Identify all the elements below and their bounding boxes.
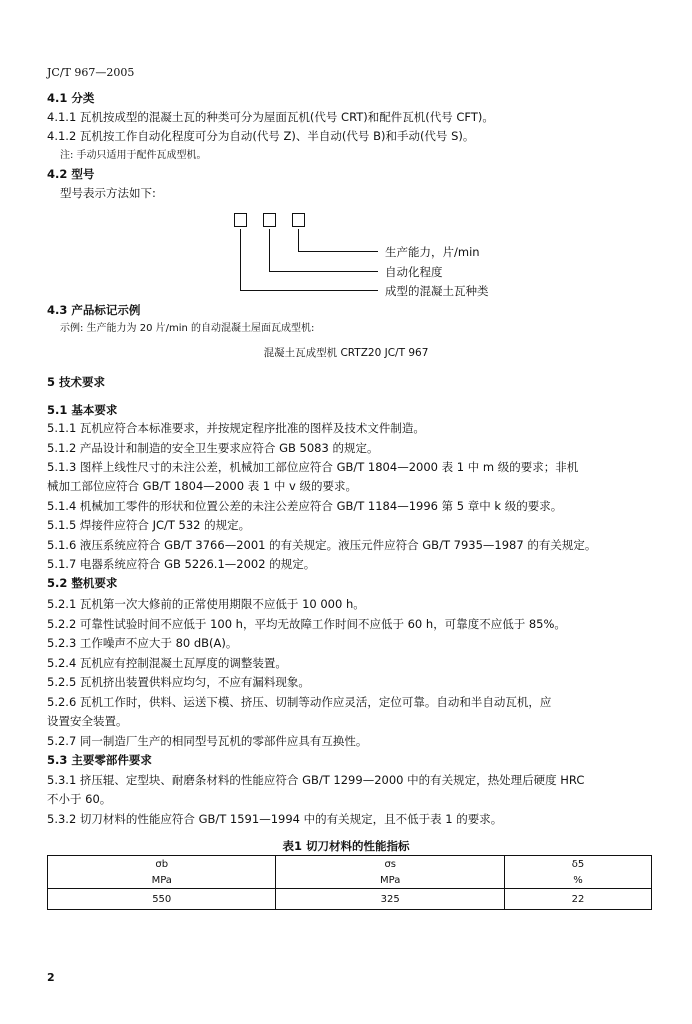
table-row <box>48 872 652 889</box>
text-line: 5.1.5 焊接件应符合 JC/T 532 的规定。 <box>47 518 251 532</box>
code-box-automation <box>263 213 276 227</box>
text-line: 5.1.3 图样上线性尺寸的未注公差，机械加工部位应符合 GB/T 1804—2000 表 1 中 m 级的要求；非机 <box>47 460 579 474</box>
document-code: JC/T 967—2005 <box>47 66 135 79</box>
text-line: 5.2.5 瓦机挤出装置供料应均匀，不应有漏料现象。 <box>47 675 310 689</box>
section-heading: 5.2 整机要求 <box>47 576 118 590</box>
label-tile-type: 成型的混凝土瓦种类 <box>385 284 489 298</box>
code-box-capacity <box>292 213 305 227</box>
label-automation: 自动化程度 <box>385 265 443 279</box>
symbol-sigma-b: σb <box>48 856 276 873</box>
section-heading: 5 技术要求 <box>47 375 106 389</box>
text-line: 5.2.7 同一制造厂生产的相同型号瓦机的零部件应具有互换性。 <box>47 734 368 748</box>
example-mark: 混凝土瓦成型机 CRTZ20 JC/T 967 <box>263 347 429 359</box>
text-line: 5.3.2 切刀材料的性能应符合 GB/T 1591—1994 中的有关规定，且不低于表 1 的要求。 <box>47 812 503 826</box>
value-cell: 325 <box>276 889 504 910</box>
section-heading: 4.2 型号 <box>47 167 95 181</box>
text-line: 5.1.2 产品设计和制造的安全卫生要求应符合 GB 5083 的规定。 <box>47 441 379 455</box>
value-cell: 550 <box>48 889 276 910</box>
table-row <box>48 889 652 910</box>
label-capacity: 生产能力，片/min <box>385 245 480 259</box>
text-line: 5.3.1 挤压辊、定型块、耐磨条材料的性能应符合 GB/T 1299—2000 中的有关规定，热处理后硬度 HRC <box>47 773 585 787</box>
text-line: 5.2.4 瓦机应有控制混凝土瓦厚度的调整装置。 <box>47 656 287 670</box>
text-line: 4.1.2 瓦机按工作自动化程度可分为自动(代号 Z)、半自动(代号 B)和手动(代号 S)。 <box>47 129 475 143</box>
unit-cell: MPa <box>276 872 504 889</box>
section-heading: 4.1 分类 <box>47 91 95 105</box>
text-line: 械加工部位应符合 GB/T 1804—2000 表 1 中 v 级的要求。 <box>47 479 357 493</box>
table-row <box>48 856 652 873</box>
text-line: 5.1.1 瓦机应符合本标准要求，并按规定程序批准的图样及技术文件制造。 <box>47 421 425 435</box>
text-line: 5.2.2 可靠性试验时间不应低于 100 h，平均无故障工作时间不应低于 60 h，可靠度不应低于 85%。 <box>47 617 566 631</box>
unit-cell: % <box>504 872 651 889</box>
page-number: 2 <box>47 971 55 984</box>
text-line: 5.2.3 工作噪声不应大于 80 dB(A)。 <box>47 636 238 650</box>
text-line: 5.1.7 电器系统应符合 GB 5226.1—2002 的规定。 <box>47 557 316 571</box>
code-box-tile-type <box>234 213 247 227</box>
cutter-material-table <box>47 855 652 910</box>
symbol-delta-5: δ5 <box>504 856 651 873</box>
section-heading: 5.1 基本要求 <box>47 403 118 417</box>
text-line: 5.1.4 机械加工零件的形状和位置公差的未注公差应符合 GB/T 1184—1996 第 5 章中 k 级的要求。 <box>47 499 563 513</box>
section-heading: 4.3 产品标记示例 <box>47 303 141 317</box>
text-line: 5.1.6 液压系统应符合 GB/T 3766—2001 的有关规定。液压元件应符合 GB/T 7935—1987 的有关规定。 <box>47 538 597 552</box>
unit-cell: MPa <box>48 872 276 889</box>
text-line: 设置安全装置。 <box>47 714 128 728</box>
text-line: 5.2.6 瓦机工作时，供料、运送下模、挤压、切制等动作应灵活，定位可靠。自动和半自动瓦机，应 <box>47 695 552 709</box>
text-line: 不小于 60。 <box>47 792 112 806</box>
text-line: 示例: 生产能力为 20 片/min 的自动混凝土屋面瓦成型机: <box>60 323 315 334</box>
text-line: 5.2.1 瓦机第一次大修前的正常使用期限不应低于 10 000 h。 <box>47 597 365 611</box>
text-line: 4.1.1 瓦机按成型的混凝土瓦的种类可分为屋面瓦机(代号 CRT)和配件瓦机(代号 CFT)。 <box>47 110 494 124</box>
section-heading: 5.3 主要零部件要求 <box>47 753 152 767</box>
text-line: 型号表示方法如下: <box>60 186 156 200</box>
text-line: 注: 手动只适用于配件瓦成型机。 <box>60 150 207 161</box>
value-cell: 22 <box>504 889 651 910</box>
table-caption: 表1 切刀材料的性能指标 <box>282 839 410 853</box>
symbol-sigma-s: σs <box>276 856 504 873</box>
